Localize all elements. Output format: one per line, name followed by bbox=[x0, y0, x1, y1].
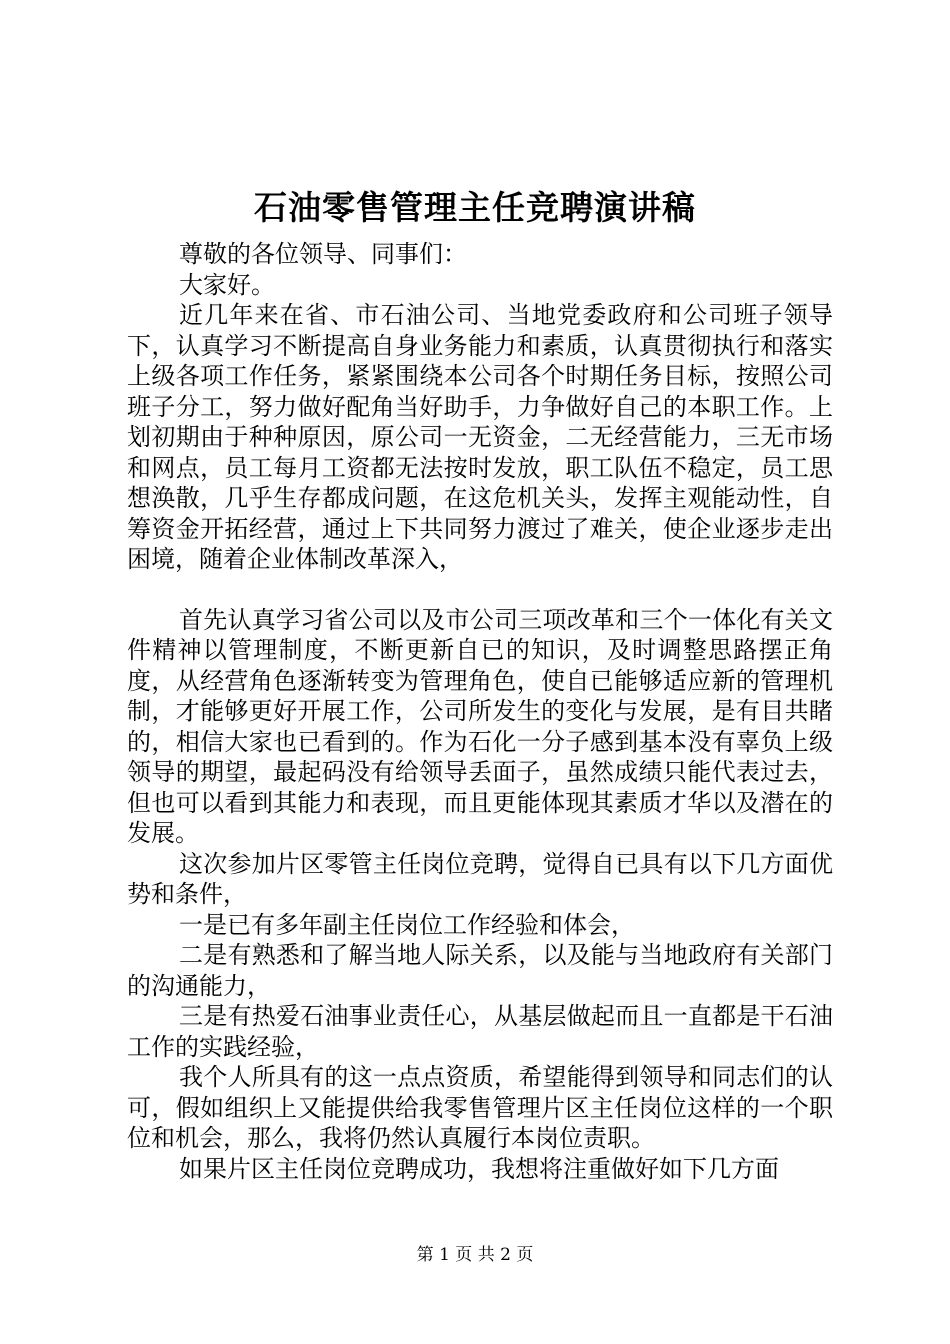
greeting: 大家好。 bbox=[179, 270, 275, 299]
paragraph-advantages-intro: 这次参加片区零管主任岗位竞聘，觉得自已具有以下几方面优势和条件， bbox=[127, 849, 833, 908]
page-footer: 第 1 页 共 2 页 bbox=[416, 1245, 534, 1265]
salutation: 尊敬的各位领导、同事们： bbox=[179, 240, 467, 268]
advantage-item-3: 三是有热爱石油事业责任心，从基层做起而且一直都是干石油工作的实践经验， bbox=[127, 1002, 833, 1061]
document-title: 石油零售管理主任竞聘演讲稿 bbox=[254, 188, 696, 227]
paragraph-qualification: 我个人所具有的这一点点资质，希望能得到领导和同志们的认可，假如组织上又能提供给我零售管理片区主任岗位这样的一个职位和机会，那么，我将仍然认真履行本岗位责职。 bbox=[127, 1063, 833, 1152]
paragraph-plan: 如果片区主任岗位竞聘成功，我想将注重做好如下几方面 bbox=[179, 1154, 779, 1183]
advantage-item-1: 一是已有多年副主任岗位工作经验和体会， bbox=[179, 910, 635, 939]
document-body bbox=[127, 239, 833, 1184]
advantage-item-2: 二是有熟悉和了解当地人际关系，以及能与当地政府有关部门的沟通能力， bbox=[127, 941, 833, 1000]
paragraph-study: 首先认真学习省公司以及市公司三项改革和三个一体化有关文件精神以管理制度，不断更新自已的知识，及时调整思路摆正角度，从经营角色逐渐转变为管理角色，使自已能够适应新的管理机制，才能够更好开展工作，公司所发生的变化与发展，是有目共睹的，相信大家也已看到的。作为石化一分子感到基本没有辜负上级领导的期望，最起码没有给领导丢面子，虽然成绩只能代表过去，但也可以看到其能力和表现，而且更能体现其素质才华以及潜在的发展。 bbox=[127, 605, 833, 847]
paragraph-background: 近几年来在省、市石油公司、当地党委政府和公司班子领导下，认真学习不断提高自身业务能力和素质，认真贯彻执行和落实上级各项工作任务，紧紧围绕本公司各个时期任务目标，按照公司班子分工，努力做好配角当好助手，力争做好自己的本职工作。上划初期由于种种原因，原公司一无资金，二无经营能力，三无市场和网点，员工每月工资都无法按时发放，职工队伍不稳定，员工思想涣散，几乎生存都成问题，在这危机关头，发挥主观能动性，自筹资金开拓经营，通过上下共同努力渡过了难关，使企业逐步走出困境，随着企业体制改革深入， bbox=[127, 301, 833, 573]
